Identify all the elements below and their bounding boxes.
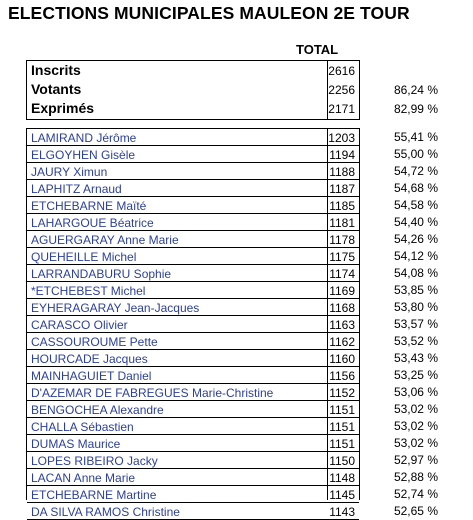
candidate-percent: 53,80 % <box>393 300 438 314</box>
candidate-percent: 52,97 % <box>393 453 438 467</box>
candidate-percent: 52,65 % <box>393 504 438 518</box>
candidate-percent: 53,02 % <box>393 402 438 416</box>
total-column-header: TOTAL <box>296 42 339 57</box>
page-title: ELECTIONS MUNICIPALES MAULEON 2E TOUR <box>8 3 410 23</box>
summary-percent-votants: 86,24 % <box>393 83 438 97</box>
table-row <box>27 231 359 248</box>
candidate-votes: 1152 <box>329 386 355 400</box>
candidate-votes: 1185 <box>329 199 355 213</box>
candidate-percent: 54,68 % <box>393 181 438 195</box>
candidate-percent: 53,52 % <box>393 334 438 348</box>
summary-label: Votants <box>31 81 82 97</box>
candidate-percent: 52,74 % <box>393 487 438 501</box>
candidates-table <box>26 128 360 519</box>
summary-percent-exprimes: 82,99 % <box>393 102 438 116</box>
candidate-percent: 52,88 % <box>393 470 438 484</box>
candidate-votes: 1162 <box>329 335 355 349</box>
summary-label: Exprimés <box>31 100 95 116</box>
candidate-percent: 53,85 % <box>393 283 438 297</box>
table-row <box>27 401 359 418</box>
candidate-percent: 54,12 % <box>393 249 438 263</box>
candidate-votes: 1145 <box>329 488 355 502</box>
candidate-name: MAINHAGUIET Daniel <box>31 369 152 383</box>
table-row <box>27 333 359 350</box>
candidate-percent: 53,02 % <box>393 436 438 450</box>
candidate-percent: 53,25 % <box>393 368 438 382</box>
summary-table <box>26 60 360 120</box>
candidate-votes: 1168 <box>329 301 355 315</box>
table-row <box>27 384 359 401</box>
candidate-name: LARRANDABURU Sophie <box>31 267 172 281</box>
candidate-name: QUEHEILLE Michel <box>31 250 137 264</box>
candidate-name: DUMAS Maurice <box>31 437 121 451</box>
candidate-votes: 1160 <box>329 352 355 366</box>
candidate-name: CASSOUROUME Pette <box>31 335 158 349</box>
candidate-name: D'AZEMAR DE FABREGUES Marie-Christine <box>31 386 274 400</box>
candidate-percent: 54,26 % <box>393 232 438 246</box>
summary-value: 2171 <box>328 102 355 116</box>
candidate-votes: 1187 <box>329 182 355 196</box>
table-row <box>27 350 359 367</box>
candidate-name: ETCHEBARNE Martine <box>31 488 157 502</box>
summary-row-votants <box>27 80 359 99</box>
candidate-votes: 1151 <box>329 420 355 434</box>
table-row <box>27 129 359 146</box>
candidate-votes: 1174 <box>329 267 355 281</box>
table-row <box>27 435 359 452</box>
candidate-percent: 53,06 % <box>393 385 438 399</box>
candidate-percent: 54,58 % <box>393 198 438 212</box>
candidate-name: DA SILVA RAMOS Christine <box>31 505 180 519</box>
candidate-percent: 55,00 % <box>393 147 438 161</box>
table-row <box>27 163 359 180</box>
summary-row-exprimes <box>27 99 359 118</box>
candidate-name: JAURY Ximun <box>31 165 108 179</box>
candidate-name: *ETCHEBEST Michel <box>31 284 146 298</box>
table-row <box>27 469 359 486</box>
table-row <box>27 418 359 435</box>
candidate-votes: 1181 <box>329 216 355 230</box>
candidate-name: ETCHEBARNE Maïté <box>31 199 147 213</box>
candidate-votes: 1163 <box>329 318 355 332</box>
candidate-percent: 54,08 % <box>393 266 438 280</box>
candidate-votes: 1169 <box>329 284 355 298</box>
table-row <box>27 248 359 265</box>
candidate-votes: 1203 <box>328 131 355 145</box>
candidate-votes: 1150 <box>329 454 355 468</box>
table-row <box>27 180 359 197</box>
summary-value: 2616 <box>328 64 355 78</box>
table-row <box>27 503 359 520</box>
candidate-name: EYHERAGARAY Jean-Jacques <box>31 301 200 315</box>
table-row <box>27 214 359 231</box>
candidate-name: LOPES RIBEIRO Jacky <box>31 454 158 468</box>
table-row <box>27 299 359 316</box>
table-row <box>27 282 359 299</box>
summary-value: 2256 <box>328 83 355 97</box>
table-row <box>27 486 359 503</box>
candidate-name: ELGOYHEN Gisèle <box>31 148 136 162</box>
candidate-votes: 1156 <box>329 369 355 383</box>
candidate-votes: 1194 <box>329 148 355 162</box>
candidate-percent: 54,40 % <box>393 215 438 229</box>
summary-label: Inscrits <box>31 62 81 78</box>
candidate-percent: 55,41 % <box>393 130 438 144</box>
candidate-name: LAPHITZ Arnaud <box>31 182 122 196</box>
candidate-name: HOURCADE Jacques <box>31 352 148 366</box>
candidate-name: AGUERGARAY Anne Marie <box>31 233 179 247</box>
candidate-name: LACAN Anne Marie <box>31 471 136 485</box>
candidate-votes: 1178 <box>329 233 355 247</box>
summary-row-inscrits <box>27 61 359 80</box>
candidate-votes: 1175 <box>329 250 355 264</box>
table-row <box>27 197 359 214</box>
candidate-name: LAMIRAND Jérôme <box>31 131 137 145</box>
table-row <box>27 265 359 282</box>
candidate-name: BENGOCHEA Alexandre <box>31 403 164 417</box>
table-row <box>27 146 359 163</box>
candidate-votes: 1151 <box>329 437 355 451</box>
candidate-votes: 1188 <box>329 165 355 179</box>
table-row <box>27 367 359 384</box>
table-row <box>27 316 359 333</box>
candidate-percent: 53,43 % <box>393 351 438 365</box>
candidate-percent: 54,72 % <box>393 164 438 178</box>
candidate-votes: 1148 <box>329 471 355 485</box>
candidate-votes: 1151 <box>329 403 355 417</box>
candidate-name: LAHARGOUE Béatrice <box>31 216 154 230</box>
candidate-percent: 53,57 % <box>393 317 438 331</box>
candidate-votes: 1143 <box>329 505 355 519</box>
candidate-name: CARASCO Olivier <box>31 318 128 332</box>
candidate-percent: 53,02 % <box>393 419 438 433</box>
candidate-name: CHALLA Sébastien <box>31 420 134 434</box>
table-row <box>27 452 359 469</box>
